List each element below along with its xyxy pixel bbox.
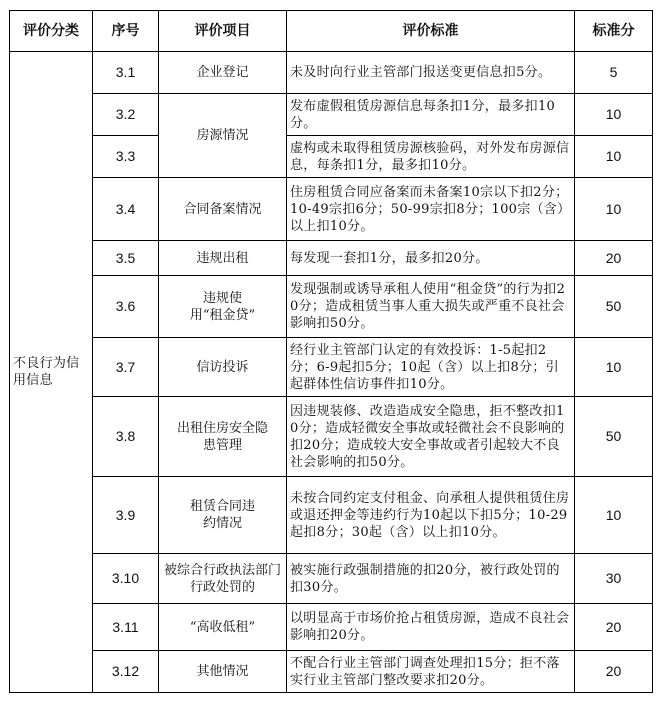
score-cell: 20 xyxy=(575,241,653,276)
score-cell: 10 xyxy=(575,178,653,241)
seq-cell: 3.8 xyxy=(93,397,159,477)
score-cell: 10 xyxy=(575,477,653,554)
header-item: 评价项目 xyxy=(159,11,287,52)
table-row xyxy=(10,397,653,477)
seq-cell: 3.3 xyxy=(93,136,159,178)
criterion-cell: 以明显高于市场价抢占租赁房源，造成不良社会影响扣20分。 xyxy=(287,604,575,651)
table-row xyxy=(10,554,653,604)
criterion-cell: 不配合行业主管部门调查处理扣15分；拒不落实行业主管部门整改要求扣20分。 xyxy=(287,651,575,693)
item-cell: 房源情况 xyxy=(159,94,287,178)
item-cell: 违规使用“租金贷” xyxy=(159,276,287,338)
header-score: 标准分 xyxy=(575,11,653,52)
seq-cell: 3.5 xyxy=(93,241,159,276)
criterion-cell: 每发现一套扣1分，最多扣20分。 xyxy=(287,241,575,276)
criterion-cell: 住房租赁合同应备案而未备案10宗以下扣2分；10-49宗扣6分；50-99宗扣8分；100宗（含）以上扣10分。 xyxy=(287,178,575,241)
item-cell: 违规出租 xyxy=(159,241,287,276)
seq-cell: 3.10 xyxy=(93,554,159,604)
criterion-cell: 发布虚假租赁房源信息每条扣1分，最多扣10分。 xyxy=(287,94,575,136)
item-cell: 被综合行政执法部门行政处罚的 xyxy=(159,554,287,604)
seq-cell: 3.1 xyxy=(93,52,159,94)
score-cell: 5 xyxy=(575,52,653,94)
table-row xyxy=(10,178,653,241)
criterion-cell: 被实施行政强制措施的扣20分，被行政处罚的扣30分。 xyxy=(287,554,575,604)
seq-cell: 3.4 xyxy=(93,178,159,241)
table-row xyxy=(10,241,653,276)
score-cell: 30 xyxy=(575,554,653,604)
evaluation-table xyxy=(9,10,653,693)
seq-cell: 3.9 xyxy=(93,477,159,554)
score-cell: 20 xyxy=(575,651,653,693)
criterion-cell: 因违规装修、改造造成安全隐患，拒不整改扣10分；造成轻微安全事故或轻微社会不良影响的扣20分；造成较大安全事故或者引起较大不良社会影响的扣50分。 xyxy=(287,397,575,477)
item-cell: “高收低租” xyxy=(159,604,287,651)
item-cell: 信访投诉 xyxy=(159,338,287,397)
item-cell: 其他情况 xyxy=(159,651,287,693)
criterion-cell: 未及时向行业主管部门报送变更信息扣5分。 xyxy=(287,52,575,94)
seq-cell: 3.2 xyxy=(93,94,159,136)
item-cell: 企业登记 xyxy=(159,52,287,94)
score-cell: 50 xyxy=(575,276,653,338)
table-row xyxy=(10,604,653,651)
header-category: 评价分类 xyxy=(10,11,93,52)
score-cell: 10 xyxy=(575,338,653,397)
table-row xyxy=(10,276,653,338)
seq-cell: 3.12 xyxy=(93,651,159,693)
seq-cell: 3.7 xyxy=(93,338,159,397)
table-row xyxy=(10,338,653,397)
table-row xyxy=(10,651,653,693)
criterion-cell: 经行业主管部门认定的有效投诉：1-5起扣2分；6-9起扣5分；10起（含）以上扣8分；引起群体性信访事件扣10分。 xyxy=(287,338,575,397)
table-row xyxy=(10,94,653,136)
score-cell: 20 xyxy=(575,604,653,651)
item-cell: 出租住房安全隐患管理 xyxy=(159,397,287,477)
header-seq: 序号 xyxy=(93,11,159,52)
table-row xyxy=(10,52,653,94)
score-cell: 50 xyxy=(575,397,653,477)
criterion-cell: 虚构或未取得租赁房源核验码，对外发布房源信息，每条扣1分，最多扣10分。 xyxy=(287,136,575,178)
criterion-cell: 发现强制或诱导承租人使用“租金贷”的行为扣20分；造成租赁当事人重大损失或严重不良社会影响扣50分。 xyxy=(287,276,575,338)
seq-cell: 3.6 xyxy=(93,276,159,338)
item-cell: 合同备案情况 xyxy=(159,178,287,241)
score-cell: 10 xyxy=(575,136,653,178)
header-criterion: 评价标准 xyxy=(287,11,575,52)
criterion-cell: 未按合同约定支付租金、向承租人提供租赁住房或退还押金等违约行为10起以下扣5分；10-29起扣8分；30起（含）以上扣10分。 xyxy=(287,477,575,554)
seq-cell: 3.11 xyxy=(93,604,159,651)
table-row xyxy=(10,477,653,554)
header-row xyxy=(10,11,653,52)
table-row xyxy=(10,136,653,178)
category-cell: 不良行为信用信息 xyxy=(10,52,93,693)
item-cell: 租赁合同违约情况 xyxy=(159,477,287,554)
score-cell: 10 xyxy=(575,94,653,136)
